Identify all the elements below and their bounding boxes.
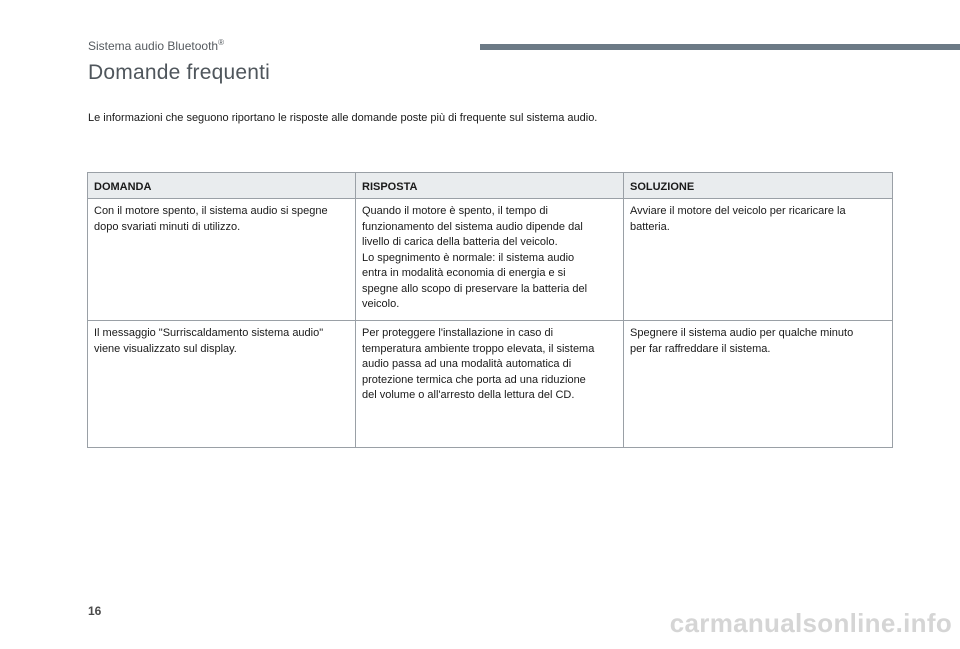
page-title: Domande frequenti <box>88 61 271 84</box>
section-header <box>88 38 224 53</box>
cell-risposta <box>356 321 624 448</box>
table-header-row <box>88 173 893 199</box>
cell-risposta-text: Quando il motore è spento, il tempo di funzionamento del sistema audio dipende dal livello di carica della batteria del veicolo. Lo spegnimento è normale: il sistema audio entra in modalità economia di energia e si spegne allo scopo di preservare la batteria del veicolo. <box>362 205 588 310</box>
table-row <box>88 321 893 448</box>
cell-soluzione-text: Avviare il motore del veicolo per ricaricare la batteria. <box>630 205 846 233</box>
column-header-domanda: DOMANDA <box>88 173 356 199</box>
section-label: Sistema audio Bluetooth <box>88 39 219 53</box>
page-number: 16 <box>88 604 102 618</box>
cell-soluzione <box>624 199 893 321</box>
column-header-soluzione: SOLUZIONE <box>624 173 893 199</box>
cell-domanda <box>88 199 356 321</box>
cell-risposta <box>356 199 624 321</box>
trademark-symbol: ® <box>218 38 224 47</box>
header-bar <box>480 44 960 50</box>
faq-table <box>87 172 893 448</box>
cell-risposta-text: Per proteggere l'installazione in caso di temperatura ambiente troppo elevata, il sistema audio passa ad una modalità automatica di protezione termica che porta ad una riduzione del volume o all'arresto della lettura del CD. <box>362 327 595 401</box>
cell-domanda-text: Il messaggio "Surriscaldamento sistema audio" viene visualizzato sul display. <box>94 327 324 355</box>
cell-domanda-text: Con il motore spento, il sistema audio si spegne dopo svariati minuti di utilizzo. <box>94 205 328 233</box>
cell-domanda <box>88 321 356 448</box>
intro-paragraph: Le informazioni che seguono riportano le risposte alle domande poste più di frequente sul sistema audio. <box>88 112 598 124</box>
cell-soluzione <box>624 321 893 448</box>
watermark-text: carmanualsonline.info <box>669 608 952 638</box>
column-header-risposta: RISPOSTA <box>356 173 624 199</box>
table-row <box>88 199 893 321</box>
cell-soluzione-text: Spegnere il sistema audio per qualche minuto per far raffreddare il sistema. <box>630 327 854 355</box>
